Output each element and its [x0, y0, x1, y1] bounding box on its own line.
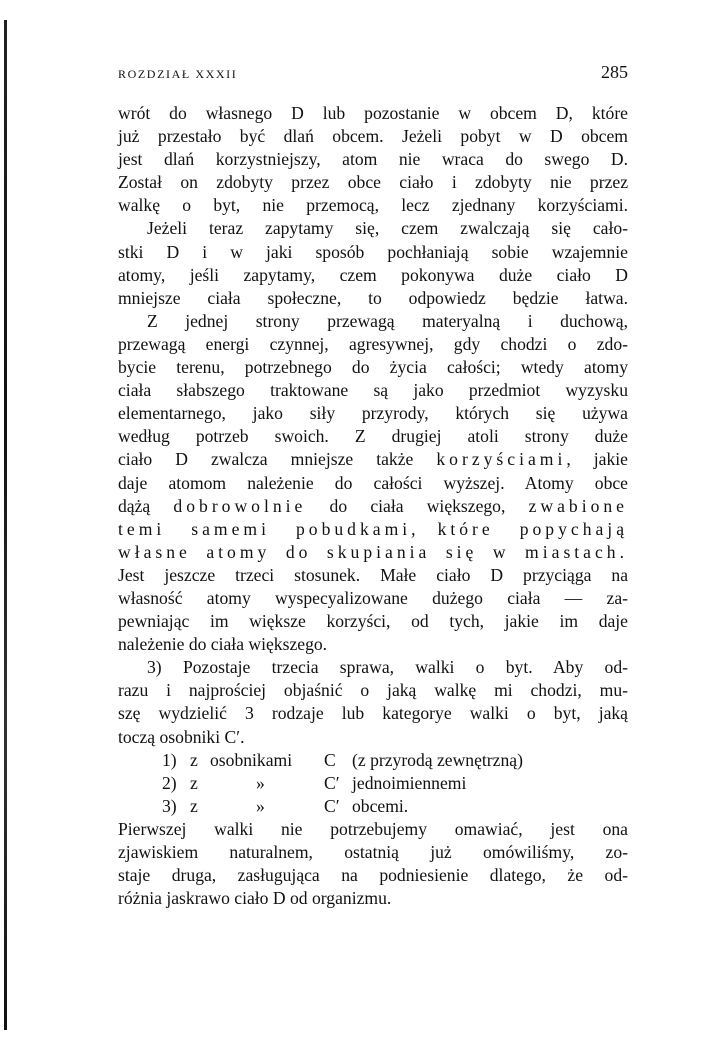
text-line: zjawiskiem naturalnem, ostatnią już omówiliśmy, zo- [118, 842, 628, 862]
emphasized-text: zwabione [528, 495, 628, 516]
text-line: Pierwszej walki nie potrzebujemy omawiać, jest ona [118, 818, 628, 839]
text-line: toczą osobniki C′. [118, 726, 245, 747]
text-line: Jest jeszcze trzeci stosunek. Małe ciało D przyciąga na [118, 564, 628, 585]
list-preposition: z [190, 795, 198, 816]
list-target: C′ [324, 795, 340, 816]
text-line: stki D i w jaki sposób pochłaniają sobie wzajemnie [118, 241, 628, 262]
emphasized-line: własne atomy do skupiania się w miastach. [118, 541, 628, 562]
text-line: Z jednej strony przewagą materyalną i duchową, [147, 310, 628, 331]
text-line: przewagą energi czynnej, agresywnej, gdy chodzi o zdo- [118, 333, 628, 354]
list-number: 3) [162, 795, 177, 816]
text-line [118, 495, 628, 518]
text-line: wrót do własnego D lub pozostanie w obcem D, które [118, 103, 628, 123]
text-line: już przestało być dlań obcem. Jeżeli pobyt w D obcem [118, 126, 628, 147]
text-line: atomy, jeśli zapytamy, czem pokonywa duże ciało D [118, 264, 628, 285]
list-item [118, 749, 628, 772]
page-body [118, 102, 628, 910]
list-preposition: z [190, 749, 198, 770]
text-fragment: do ciała większego, [306, 495, 529, 516]
text-line: jest dlań korzystniejszy, atom nie wraca do swego D. [118, 149, 628, 170]
list-ditto-mark: » [256, 795, 265, 816]
text-line: mniejsze ciała społeczne, to odpowiedz będzie łatwa. [118, 287, 628, 308]
text-line: Został on zdobyty przez obce ciało i zdobyty nie przez [118, 172, 628, 193]
text-fragment: ciało D zwalcza mniejsze także [118, 449, 437, 470]
text-line: własność atomy wyspecyalizowane dużego ciała — za- [118, 587, 628, 608]
paragraph-5 [118, 818, 628, 910]
list-target: C′ [324, 772, 340, 793]
text-line: 3) Pozostaje trzecia sprawa, walki o byt. Aby od- [147, 657, 628, 678]
list-description: (z przyrodą zewnętrzną) [352, 749, 523, 770]
text-line: walkę o byt, nie przemocą, lecz zjednany korzyściami. [118, 195, 628, 216]
text-line: szę wydzielić 3 rodzaje lub kategorye walki o byt, jaką [118, 703, 628, 724]
emphasized-text: temi samemi pobudkami [118, 518, 412, 539]
emphasized-text: korzyściami [436, 449, 567, 470]
text-line: należenie do ciała większego. [118, 634, 328, 655]
text-fragment: dążą [118, 495, 174, 516]
list-item [118, 795, 628, 818]
text-line [118, 448, 628, 471]
text-line [118, 518, 628, 541]
text-line: bycie terenu, potrzebnego do życia całości; wtedy atomy [118, 357, 628, 378]
text-line: razu i najprościej objaśnić o jaką walkę mi chodzi, mu- [118, 680, 628, 701]
text-line: staje druga, zasługująca na podniesienie dlatego, że od- [118, 865, 628, 886]
book-binding-edge [4, 20, 7, 1030]
page-header [118, 62, 628, 86]
list-ditto-mark: » [256, 772, 265, 793]
text-fragment: , jakie [566, 449, 628, 470]
text-line: pewniając im większe korzyści, od tych, jakie im daje [118, 611, 628, 632]
list-description: jednoimiennemi [352, 772, 467, 793]
text-line: daje atomom należenie do całości wyższej. Atomy obce [118, 472, 628, 493]
paragraph-4 [118, 656, 628, 748]
list-subject: osobnikami [210, 749, 293, 770]
chapter-title: ROZDZIAŁ XXXII [118, 67, 238, 81]
emphasized-text: które popychają [437, 518, 629, 539]
list-number: 1) [162, 749, 177, 770]
paragraph-2 [118, 217, 628, 309]
paragraph-3 [118, 310, 628, 656]
list-preposition: z [190, 772, 198, 793]
text-line: ciała słabszego traktowane są jako przedmiot wyzysku [118, 380, 628, 401]
list-number: 2) [162, 772, 177, 793]
page-number: 285 [601, 62, 628, 82]
text-line: według potrzeb swoich. Z drugiej atoli strony duże [118, 426, 628, 447]
list-item [118, 772, 628, 795]
list-target: C [324, 749, 336, 770]
emphasized-text: dobrowolnie [173, 495, 307, 516]
text-line: Jeżeli teraz zapytamy się, czem zwalczają się cało- [147, 218, 628, 239]
list-description: obcemi. [352, 795, 409, 816]
text-line: różnia jaskrawo ciało D od organizmu. [118, 888, 392, 909]
text-line: elementarnego, jako siły przyrody, których się używa [118, 403, 628, 424]
struggle-category-list [118, 749, 628, 818]
text-fragment: , [411, 518, 438, 539]
paragraph-1 [118, 102, 628, 217]
